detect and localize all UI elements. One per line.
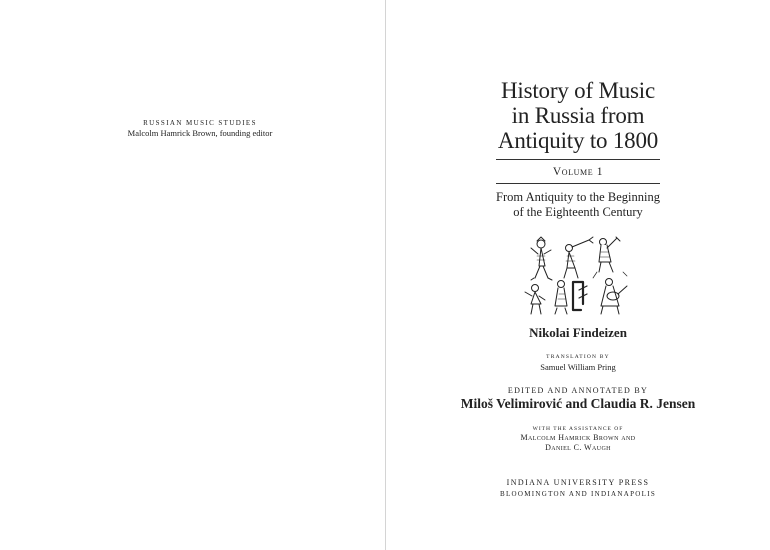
subtitle-line: From Antiquity to the Beginning	[496, 190, 660, 204]
right-page	[386, 0, 770, 550]
title-block	[496, 78, 660, 220]
edited-label: EDITED AND ANNOTATED BY	[507, 386, 649, 395]
assistance-label: WITH THE ASSISTANCE OF	[532, 426, 624, 432]
series-title: RUSSIAN MUSIC STUDIES	[143, 119, 257, 127]
assistance-line: Daniel C. Waugh	[545, 443, 611, 452]
title-rule-bottom	[496, 183, 660, 184]
editors-names: Miloš Velimirović and Claudia R. Jensen	[460, 396, 696, 411]
title-line: Antiquity to 1800	[497, 128, 659, 153]
series-block	[0, 118, 400, 139]
assistance-line: Malcolm Hamrick Brown and	[520, 433, 636, 442]
series-editor: Malcolm Hamrick Brown, founding editor	[127, 128, 273, 138]
volume-label: Volume 1	[552, 166, 604, 178]
title-line: in Russia from	[511, 103, 645, 128]
translator-name: Samuel William Pring	[540, 362, 616, 372]
musicians-illustration	[521, 234, 631, 316]
translation-label: TRANSLATION BY	[546, 354, 610, 360]
book-title	[496, 78, 660, 153]
book-subtitle	[496, 190, 660, 220]
publisher-place: BLOOMINGTON AND INDIANAPOLIS	[499, 490, 657, 498]
publisher-name: INDIANA UNIVERSITY PRESS	[506, 478, 650, 487]
subtitle-line: of the Eighteenth Century	[513, 205, 643, 219]
author-name: Nikolai Findeizen	[529, 325, 627, 340]
title-line: History of Music	[501, 78, 655, 103]
